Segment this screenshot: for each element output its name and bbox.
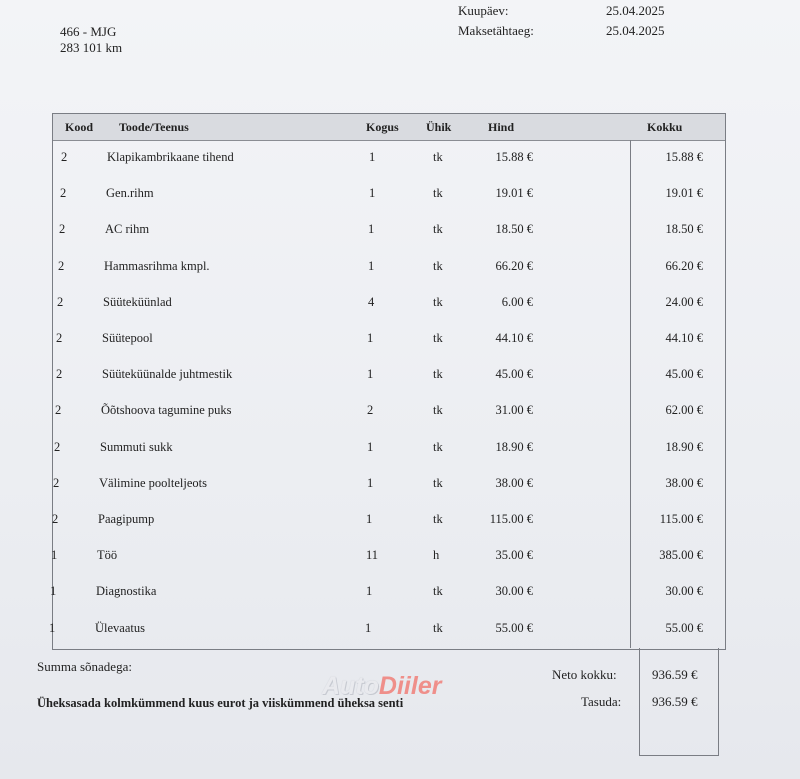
cell-price: 55.00 €: [495, 620, 533, 635]
cell-unit: tk: [433, 512, 443, 526]
table-row: [53, 393, 725, 429]
cell-unit: tk: [433, 258, 443, 273]
net-total-value: 936.59 €: [652, 667, 698, 682]
table-row: [53, 212, 725, 248]
amount-due-value: 936.59 €: [652, 694, 698, 709]
cell-total: 62.00 €: [665, 403, 703, 418]
cell-qty: 2: [367, 403, 374, 418]
cell-item: Süüteküünlad: [103, 294, 172, 309]
cell-item: Hammasrihma kmpl.: [104, 258, 210, 273]
cell-price: 45.00 €: [495, 367, 533, 382]
cell-qty: 11: [366, 548, 379, 563]
cell-total: 115.00 €: [659, 512, 703, 526]
cell-unit: tk: [433, 186, 443, 201]
cell-code: 2: [55, 403, 62, 418]
cell-total: 24.00 €: [665, 294, 703, 309]
date-value: 25.04.2025: [606, 3, 665, 18]
cell-qty: 1: [366, 512, 373, 526]
cell-item: Välimine poolteljeots: [99, 475, 207, 490]
cell-unit: tk: [433, 222, 443, 237]
table-row: [53, 321, 725, 357]
watermark-logo: [322, 672, 441, 701]
table-row: [53, 466, 725, 502]
cell-price: 66.20 €: [495, 258, 533, 273]
table-row: [53, 140, 725, 176]
cell-item: Paagipump: [98, 512, 155, 526]
cell-code: 2: [52, 512, 59, 526]
cell-total: 45.00 €: [665, 367, 703, 382]
cell-qty: 1: [367, 439, 374, 454]
cell-item: Gen.rihm: [106, 186, 154, 201]
table-header: [53, 114, 725, 141]
table-row: [53, 430, 725, 466]
cell-price: 38.00 €: [495, 475, 533, 490]
cell-unit: h: [433, 548, 440, 563]
table-row: [53, 249, 725, 285]
cell-unit: tk: [433, 331, 443, 345]
cell-code: 1: [51, 548, 58, 563]
header-qty: Kogus: [366, 120, 399, 134]
cell-total: 66.20 €: [665, 258, 703, 273]
cell-total: 55.00 €: [665, 620, 703, 635]
cell-unit: tk: [433, 439, 443, 454]
cell-qty: 1: [368, 258, 375, 273]
table-row: [53, 538, 725, 574]
cell-qty: 1: [366, 584, 373, 599]
cell-unit: tk: [433, 294, 443, 309]
cell-price: 35.00 €: [495, 548, 533, 563]
cell-total: 44.10 €: [665, 331, 703, 345]
cell-code: 2: [58, 258, 65, 273]
cell-total: 15.88 €: [665, 150, 703, 164]
vehicle-plate: 466 - MJG: [60, 24, 117, 39]
cell-qty: 1: [367, 367, 374, 382]
cell-code: 1: [50, 584, 57, 599]
cell-unit: tk: [433, 150, 443, 164]
cell-item: Diagnostika: [96, 584, 157, 599]
cell-item: Süüteküünalde juhtmestik: [102, 367, 233, 382]
cell-unit: tk: [433, 584, 443, 599]
cell-total: 18.90 €: [665, 439, 703, 454]
cell-price: 115.00 €: [489, 512, 533, 526]
cell-code: 2: [53, 475, 60, 490]
header-price: Hind: [488, 120, 515, 134]
cell-item: Õõtshoova tagumine puks: [101, 403, 232, 418]
cell-code: 2: [54, 439, 61, 454]
cell-code: 2: [61, 150, 68, 164]
header-item: Toode/Teenus: [119, 120, 189, 134]
cell-total: 38.00 €: [665, 475, 703, 490]
cell-total: 18.50 €: [665, 222, 703, 237]
header-unit: Ühik: [426, 120, 452, 134]
header-code: Kood: [65, 120, 94, 134]
cell-code: 2: [56, 367, 63, 382]
table-row: [49, 611, 725, 647]
cell-qty: 1: [369, 150, 376, 164]
table-row: [50, 574, 725, 610]
net-total-label: Neto kokku:: [552, 667, 617, 682]
due-date-value: 25.04.2025: [606, 23, 665, 38]
vehicle-mileage: 283 101 km: [60, 40, 123, 55]
table-row: [53, 285, 725, 321]
sum-in-words-value: Üheksasada kolmkümmend kuus eurot ja viiskümmend üheksa senti: [37, 696, 404, 710]
cell-qty: 1: [365, 620, 372, 635]
cell-unit: tk: [433, 367, 443, 382]
cell-total: 385.00 €: [659, 548, 703, 563]
cell-price: 31.00 €: [495, 403, 533, 418]
cell-price: 18.50 €: [495, 222, 533, 237]
cell-item: Ülevaatus: [95, 620, 145, 635]
cell-total: 19.01 €: [665, 186, 703, 201]
cell-item: Töö: [97, 548, 118, 563]
cell-unit: tk: [433, 620, 443, 635]
cell-qty: 4: [368, 294, 375, 309]
cell-qty: 1: [368, 222, 375, 237]
table-row: [53, 357, 725, 393]
cell-code: 2: [56, 331, 63, 345]
cell-code: 1: [49, 620, 56, 635]
table-row: [53, 176, 725, 212]
amount-due-label: Tasuda:: [581, 694, 622, 709]
due-date-label: Maksetähtaeg:: [458, 23, 534, 38]
cell-item: Süütepool: [102, 331, 153, 345]
cell-item: Klapikambrikaane tihend: [107, 150, 234, 164]
date-label: Kuupäev:: [458, 3, 509, 18]
cell-code: 2: [60, 186, 67, 201]
table-row: [53, 502, 725, 538]
cell-qty: 1: [369, 186, 376, 201]
watermark-auto: Auto: [322, 672, 379, 700]
cell-code: 2: [59, 222, 66, 237]
cell-price: 30.00 €: [495, 584, 533, 599]
cell-price: 19.01 €: [495, 186, 533, 201]
cell-unit: tk: [433, 403, 443, 418]
cell-qty: 1: [367, 475, 374, 490]
cell-price: 18.90 €: [495, 439, 533, 454]
sum-in-words-label: Summa sõnadega:: [37, 659, 132, 674]
cell-unit: tk: [433, 475, 443, 490]
watermark-diiler: Diiler: [378, 672, 442, 700]
cell-price: 44.10 €: [495, 331, 533, 345]
cell-item: AC rihm: [105, 222, 150, 237]
cell-code: 2: [57, 294, 64, 309]
cell-total: 30.00 €: [665, 584, 703, 599]
invoice-table: [49, 113, 726, 650]
cell-price: 15.88 €: [495, 150, 533, 164]
header-total: Kokku: [647, 120, 683, 134]
cell-price: 6.00 €: [501, 294, 533, 309]
totals-box: [639, 648, 719, 756]
cell-qty: 1: [367, 331, 374, 345]
cell-item: Summuti sukk: [100, 439, 173, 454]
